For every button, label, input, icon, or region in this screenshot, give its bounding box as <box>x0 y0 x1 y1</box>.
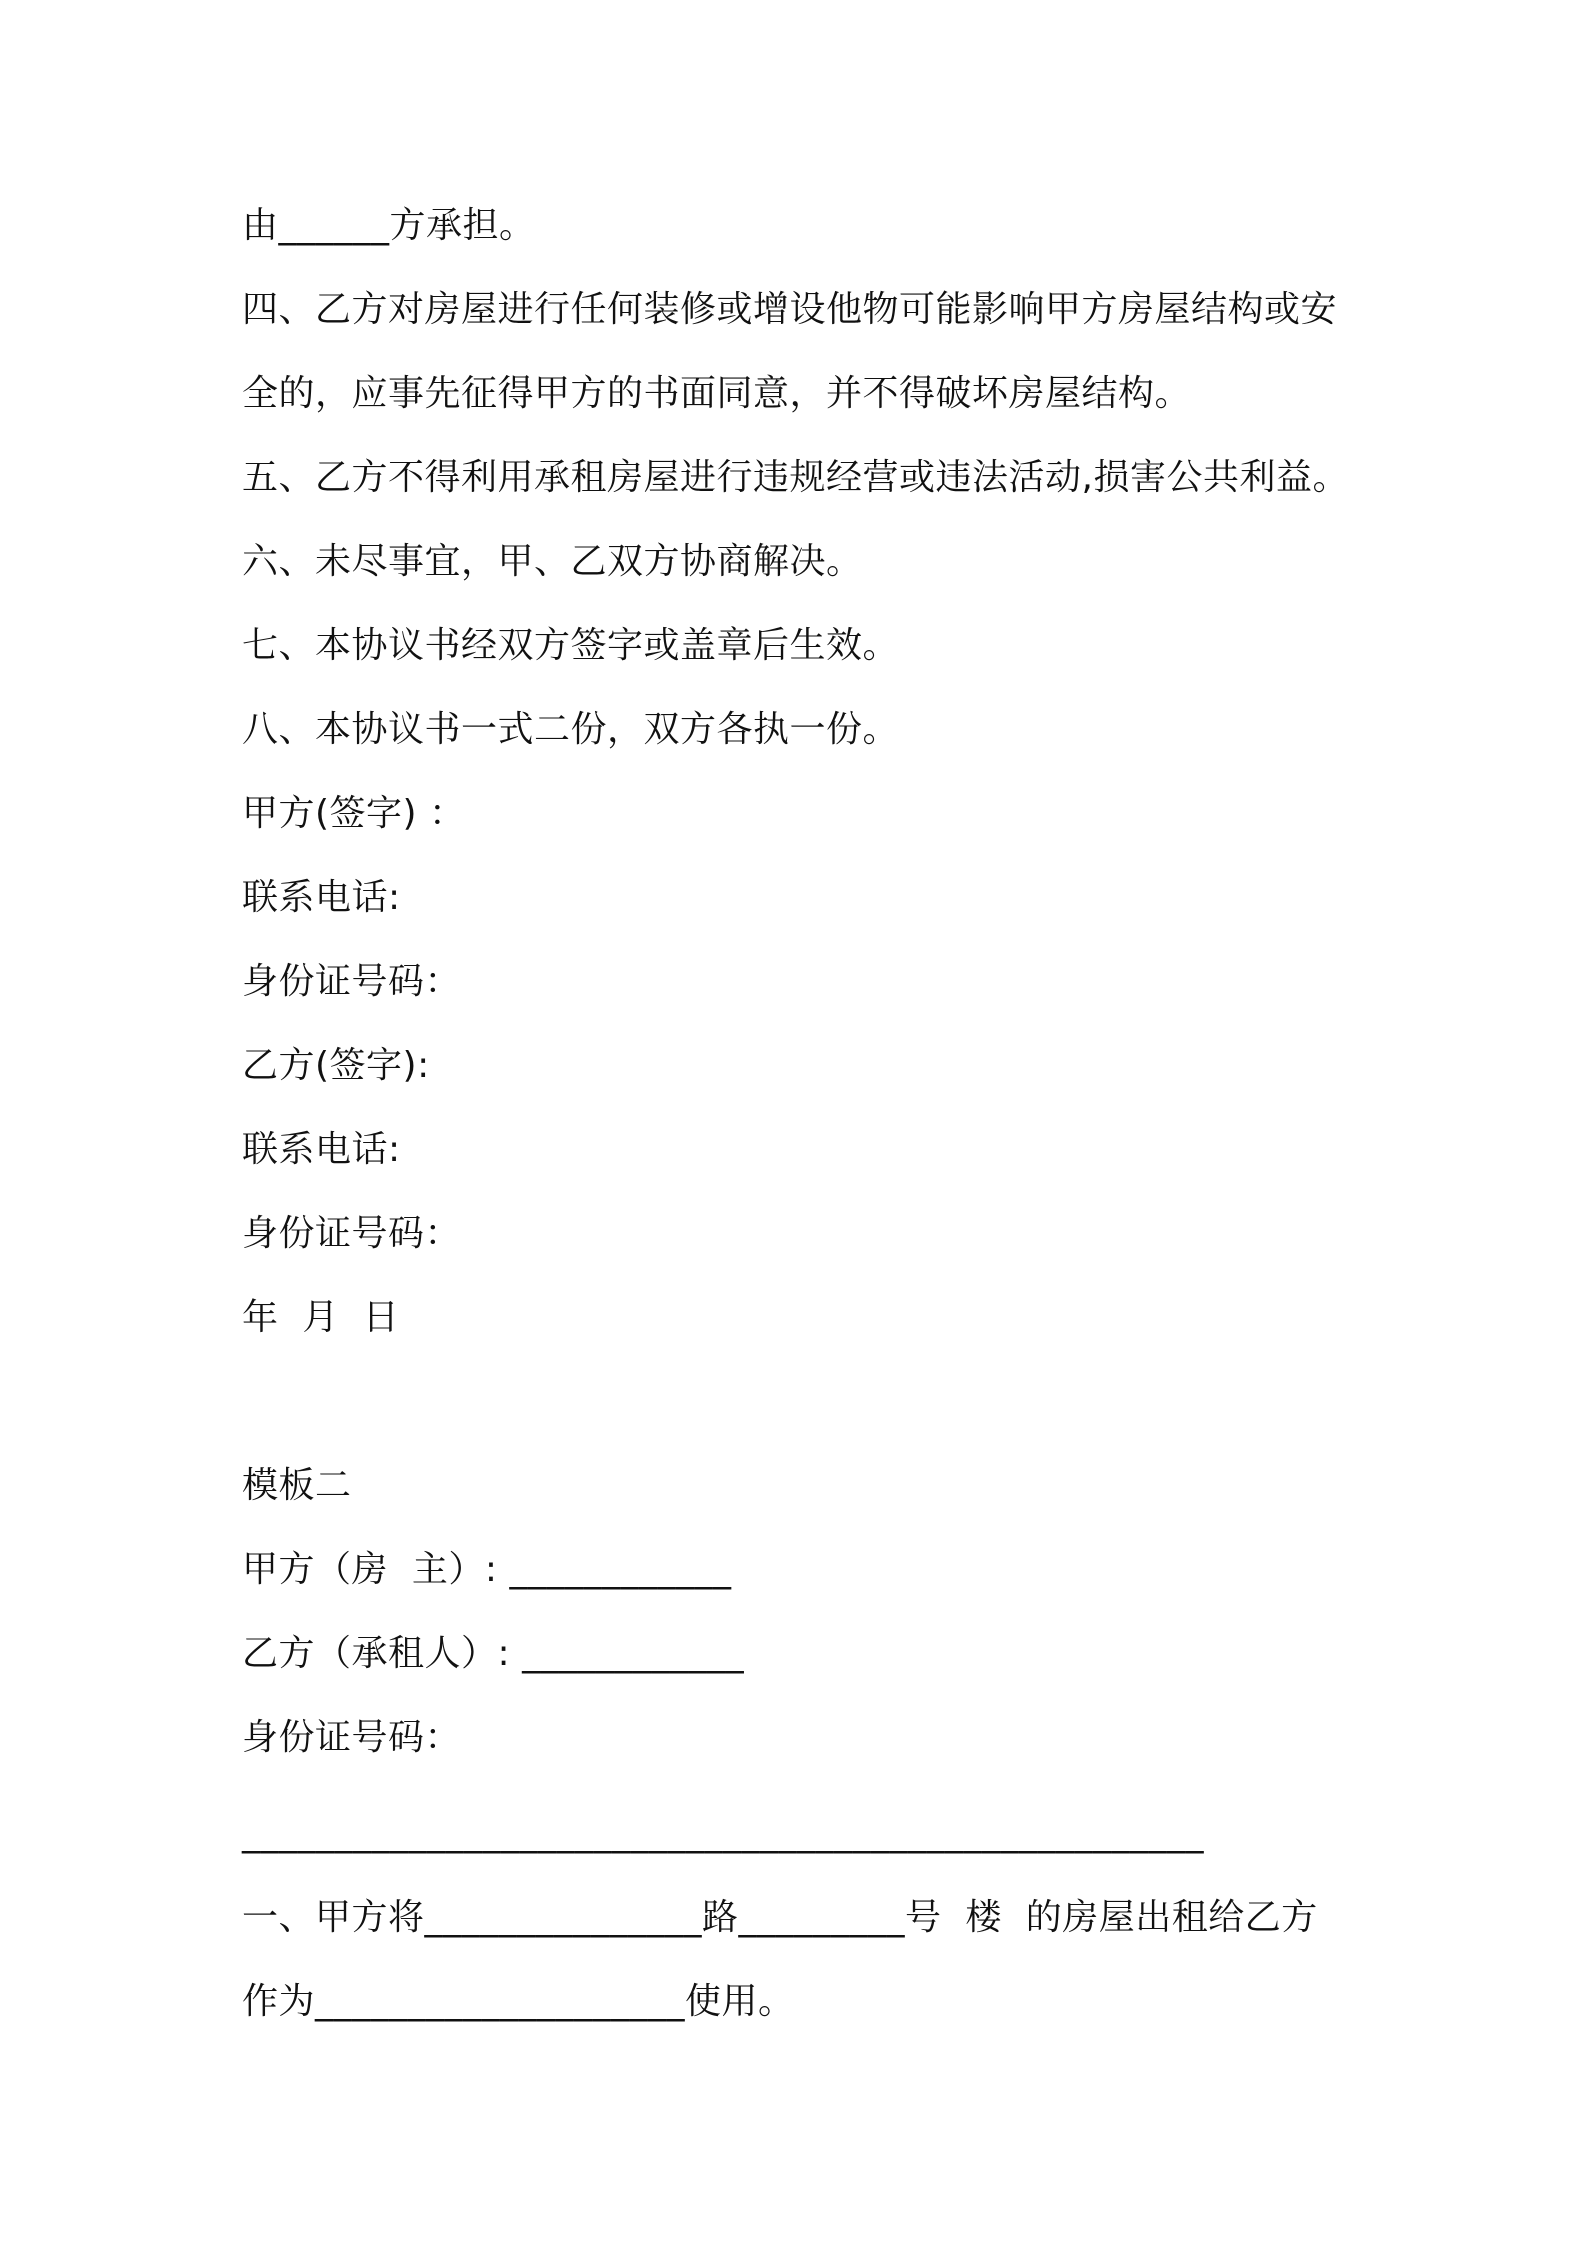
text-line-clause-8: 八、本协议书一式二份，双方各执一份。 <box>242 709 900 750</box>
text-line-id-number: 身份证号码： <box>242 1717 462 1758</box>
text-line-clause-1a: 一、甲方将_______________路_________号 楼 的房屋出租给乙方 <box>242 1897 1318 1938</box>
text-line-blank-rule: ____________________________________________________ <box>242 1813 1204 1854</box>
text-line-party-b-phone: 联系电话: <box>242 1129 401 1170</box>
text-line-clause-5: 五、乙方不得利用承租房屋进行违规经营或违法活动,损害公共利益。 <box>242 457 1349 498</box>
text-line-clause-7: 七、本协议书经双方签字或盖章后生效。 <box>242 625 900 666</box>
text-line-party-a-phone: 联系电话: <box>242 877 401 918</box>
section-heading-template-2: 模板二 <box>242 1465 352 1506</box>
text-line-expense-party: 由______方承担。 <box>242 205 536 246</box>
text-line-party-a-signature: 甲方(签字) ： <box>242 793 466 834</box>
text-line-clause-4a: 四、乙方对房屋进行任何装修或增设他物可能影响甲方房屋结构或安 <box>242 289 1338 330</box>
text-line-landlord: 甲方（房 主）: ____________ <box>242 1549 732 1590</box>
text-line-clause-4b: 全的，应事先征得甲方的书面同意，并不得破坏房屋结构。 <box>242 373 1192 414</box>
text-line-date: 年 月 日 <box>242 1297 400 1338</box>
text-line-clause-1b: 作为____________________使用。 <box>242 1981 795 2022</box>
text-line-party-b-signature: 乙方(签字): <box>242 1045 430 1086</box>
text-line-tenant: 乙方（承租人）: ____________ <box>242 1633 745 1674</box>
text-line-party-a-id: 身份证号码： <box>242 961 462 1002</box>
text-line-clause-6: 六、未尽事宜，甲、乙双方协商解决。 <box>242 541 863 582</box>
text-line-party-b-id: 身份证号码： <box>242 1213 462 1254</box>
